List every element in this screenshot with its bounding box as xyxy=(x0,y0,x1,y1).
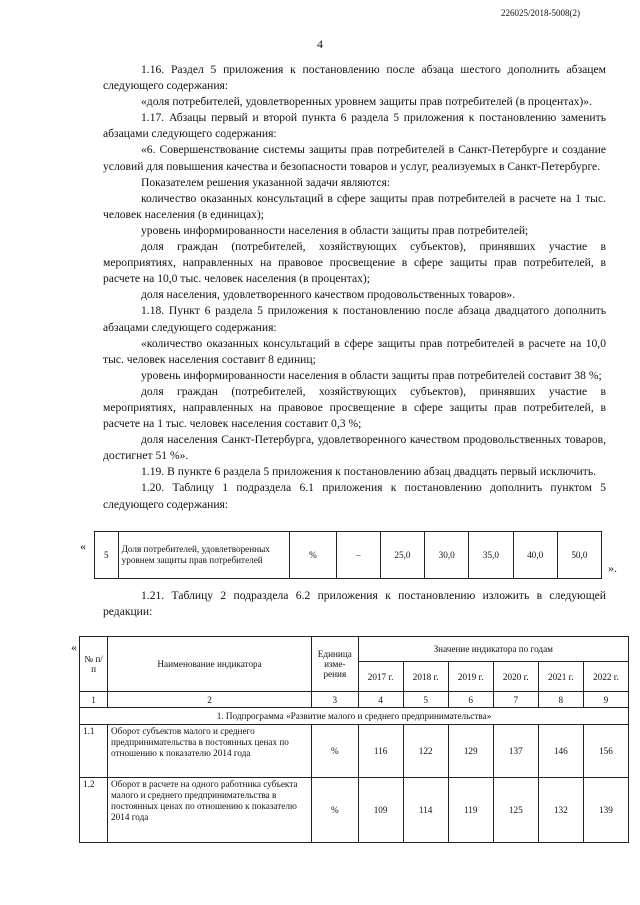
paragraph-food-quality: доля населения, удовлетворенного качеством продовольственных товаров». xyxy=(141,288,516,302)
col-number: 7 xyxy=(493,692,538,708)
paragraph-1-18: 1.18. Пункт 6 раздела 5 приложения к постановлению после абзаца двадцатого дополнить абзацами следующего содержания: xyxy=(103,304,606,334)
table2-open-quote: « xyxy=(71,640,77,654)
paragraph-target-awareness: уровень информированности населения в области защиты прав потребителей составит 38 %; xyxy=(141,368,602,382)
table-cell-value: 35,0 xyxy=(469,532,513,579)
table1-block xyxy=(70,531,630,581)
table-cell-value: 40,0 xyxy=(513,532,557,579)
row-unit: % xyxy=(312,725,358,778)
header-year: 2021 г. xyxy=(538,662,583,692)
row-value: 125 xyxy=(493,778,538,843)
table1 xyxy=(94,531,602,579)
column-numbers-row xyxy=(80,692,629,708)
row-value: 137 xyxy=(493,725,538,778)
paragraph-quote-satisfied: «доля потребителей, удовлетворенных уровнем защиты прав потребителей (в процентах)». xyxy=(141,95,592,109)
row-unit: % xyxy=(312,778,358,843)
table-cell-name: Доля потребителей, удовлетворенных уровнем защиты прав потребителей xyxy=(118,532,290,579)
paragraph-target-consultations: «количество оказанных консультаций в сфере защиты прав потребителей в расчете на 10,0 тыс. человек населения составит 8 единиц; xyxy=(103,336,606,366)
row-value: 109 xyxy=(358,778,403,843)
col-number: 5 xyxy=(403,692,448,708)
paragraph-1-17: 1.17. Абзацы первый и второй пункта 6 раздела 5 приложения к постановлению заменить абзацами следующего содержания: xyxy=(103,111,606,141)
table-cell-value: 25,0 xyxy=(380,532,424,579)
paragraph-1-21: 1.21. Таблицу 2 подраздела 6.2 приложения к постановлению изложить в следующей редакции: xyxy=(103,589,606,619)
table-cell-value: 30,0 xyxy=(425,532,469,579)
paragraph-1-21-block xyxy=(103,588,606,620)
col-number: 2 xyxy=(108,692,312,708)
paragraph-awareness: уровень информированности населения в области защиты прав потребителей; xyxy=(141,223,529,237)
row-name: Оборот в расчете на одного работника субъекта малого и среднего предпринимательства в постоянных ценах по отношению к показателю 2014 года xyxy=(108,778,312,843)
col-number: 6 xyxy=(448,692,493,708)
header-year: 2017 г. xyxy=(358,662,403,692)
header-num: № п/п xyxy=(80,637,108,692)
row-value: 129 xyxy=(448,725,493,778)
open-quote: « xyxy=(80,539,86,553)
header-year: 2020 г. xyxy=(493,662,538,692)
row-value: 114 xyxy=(403,778,448,843)
paragraph-1-19: 1.19. В пункте 6 раздела 5 приложения к постановлению абзац двадцать первый исключить. xyxy=(141,465,597,479)
row-value: 122 xyxy=(403,725,448,778)
row-value: 119 xyxy=(448,778,493,843)
row-num: 1.2 xyxy=(80,778,108,843)
table-cell-num: 5 xyxy=(95,532,119,579)
header-year: 2022 г. xyxy=(583,662,628,692)
table-cell-value: 50,0 xyxy=(557,532,601,579)
row-value: 146 xyxy=(538,725,583,778)
paragraph-item-6: «6. Совершенствование системы защиты прав потребителей в Санкт-Петербурге и создание условий для повышения качества и безопасности товаров и услуг, реализуемых в Санкт-Петербурге. xyxy=(103,143,606,173)
close-quote: ». xyxy=(608,561,617,575)
col-number: 3 xyxy=(312,692,358,708)
row-value: 139 xyxy=(583,778,628,843)
table-header-row xyxy=(80,637,629,662)
paragraph-target-food: доля населения Санкт-Петербурга, удовлетворенного качеством продовольственных товаров, достигнет 51 %». xyxy=(103,433,606,463)
row-num: 1.1 xyxy=(80,725,108,778)
table-cell-unit: % xyxy=(290,532,336,579)
section-title: 1. Подпрограмма «Развитие малого и среднего предпринимательства» xyxy=(80,708,629,725)
section-row xyxy=(80,708,629,725)
header-name: Наименование индикатора xyxy=(108,637,312,692)
row-value: 156 xyxy=(583,725,628,778)
col-number: 8 xyxy=(538,692,583,708)
paragraph-participants: доля граждан (потребителей, хозяйствующих субъектов), принявших участие в мероприятиях, направленных на правовое просвещение в сфере защиты прав потребителей, в расчете на 10,0 тыс. человек населения (в процентах); xyxy=(103,240,606,286)
paragraph-1-20: 1.20. Таблицу 1 подраздела 6.1 приложения к постановлению дополнить пунктом 5 следующего содержания: xyxy=(103,481,606,511)
row-value: 132 xyxy=(538,778,583,843)
table2 xyxy=(79,636,629,843)
document-body xyxy=(103,62,606,513)
row-value: 116 xyxy=(358,725,403,778)
paragraph-1-16: 1.16. Раздел 5 приложения к постановлению после абзаца шестого дополнить абзацем следующего содержания: xyxy=(103,63,606,93)
table-row xyxy=(80,778,629,843)
table-row xyxy=(80,725,629,778)
page-number: 4 xyxy=(317,37,323,51)
document-number: 226025/2018-5008(2) xyxy=(501,8,580,18)
header-year: 2018 г. xyxy=(403,662,448,692)
paragraph-consultations: количество оказанных консультаций в сфере защиты прав потребителей в расчете на 1 тыс. человек населения (в единицах); xyxy=(103,191,606,221)
paragraph-indicators-intro: Показателем решения указанной задачи являются: xyxy=(141,175,391,189)
row-name: Оборот субъектов малого и среднего предпринимательства в постоянных ценах по отношению к показателю 2014 года xyxy=(108,725,312,778)
col-number: 9 xyxy=(583,692,628,708)
header-values-group: Значение индикатора по годам xyxy=(358,637,628,662)
header-year: 2019 г. xyxy=(448,662,493,692)
paragraph-target-participants: доля граждан (потребителей, хозяйствующих субъектов), принявших участие в мероприятиях, направленных на правовое просвещение в сфере защиты прав потребителей, в расчете на 1 тыс. человек населения составит 0,3 %; xyxy=(103,384,606,431)
table-row xyxy=(95,532,602,579)
table-cell-dash: – xyxy=(336,532,380,579)
col-number: 4 xyxy=(358,692,403,708)
col-number: 1 xyxy=(80,692,108,708)
header-unit: Единица изме-рения xyxy=(312,637,358,692)
